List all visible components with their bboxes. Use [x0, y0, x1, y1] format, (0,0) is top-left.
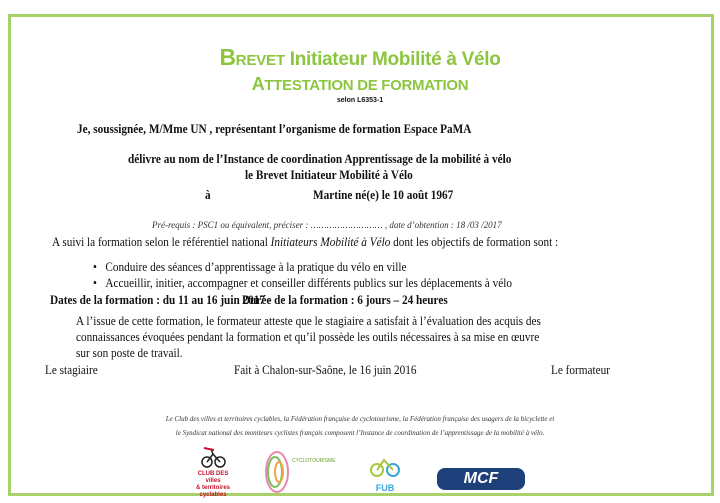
- trainee-signature-label: Le stagiaire: [45, 363, 98, 377]
- fub-logo: FUB: [360, 456, 410, 496]
- certificate-subtitle: ATTESTATION DE FORMATION: [251, 74, 469, 94]
- attestation-text: A l’issue de cette formation, le formateur atteste que le stagiaire a satisfait à l’évaluation des acquis des: [76, 314, 541, 328]
- training-dates: Dates de la formation : du 11 au 16 juin 2017 -: [50, 293, 272, 307]
- objective-item: • Accueillir, initier, accompagner et conseiller différents publics sur les déplacements à vélo: [93, 276, 512, 290]
- ffct-logo: CYCLOTOURISME: [262, 450, 332, 495]
- objective-item: • Conduire des séances d’apprentissage à la pratique du vélo en ville: [93, 260, 407, 274]
- attestation-text: connaissances évoquées pendant la formation et qu’il possède les outils nécessaires à sa mise en œuvre: [76, 330, 540, 344]
- footer-text: Le Club des villes et territoires cyclables, la Fédération française de cyclotourisme, la Fédération française des usagers de la bicyclette et: [165, 415, 555, 423]
- ffct-shape-icon: [262, 450, 292, 495]
- delivers-line: délivre au nom de l’Instance de coordination Apprentissage de la mobilité à vélo: [128, 152, 512, 166]
- brevet-line: le Brevet Initiateur Mobilité à Vélo: [245, 168, 413, 182]
- certificate-title: BREVET Initiateur Mobilité à Vélo: [219, 44, 501, 70]
- followed-line: A suivi la formation selon le référentiel national Initiateurs Mobilité à Vélo dont les objectifs de formation sont :: [52, 235, 559, 249]
- recipient-prefix: à: [205, 188, 211, 202]
- bicycle-icon: [368, 456, 402, 478]
- legal-reference: selon L6353-1: [336, 97, 384, 104]
- trainer-signature-label: Le formateur: [551, 363, 611, 377]
- club-villes-logo: CLUB DES villes & territoires cyclables: [193, 446, 233, 494]
- prerequisite-line: Pré-requis : PSC1 ou équivalent, préciser : ……………………… , date d’obtention : 18 /03 /2017: [152, 220, 502, 230]
- footer-text: le Syndicat national des moniteurs cyclistes français composent l’Instance de coordination de l’apprentissage de la mobilité à vélo.: [175, 429, 545, 437]
- signatory-line: Je, soussignée, M/Mme UN , représentant l’organisme de formation Espace PaMA: [77, 122, 472, 136]
- bicycle-icon: [198, 446, 228, 468]
- recipient-line: Martine né(e) le 10 août 1967: [313, 188, 454, 202]
- place-date: Fait à Chalon-sur-Saône, le 16 juin 2016: [234, 363, 417, 377]
- mcf-logo: MCF: [437, 468, 525, 490]
- training-duration: Durée de la formation : 6 jours – 24 heures: [242, 293, 448, 307]
- attestation-text: sur son poste de travail.: [76, 346, 183, 360]
